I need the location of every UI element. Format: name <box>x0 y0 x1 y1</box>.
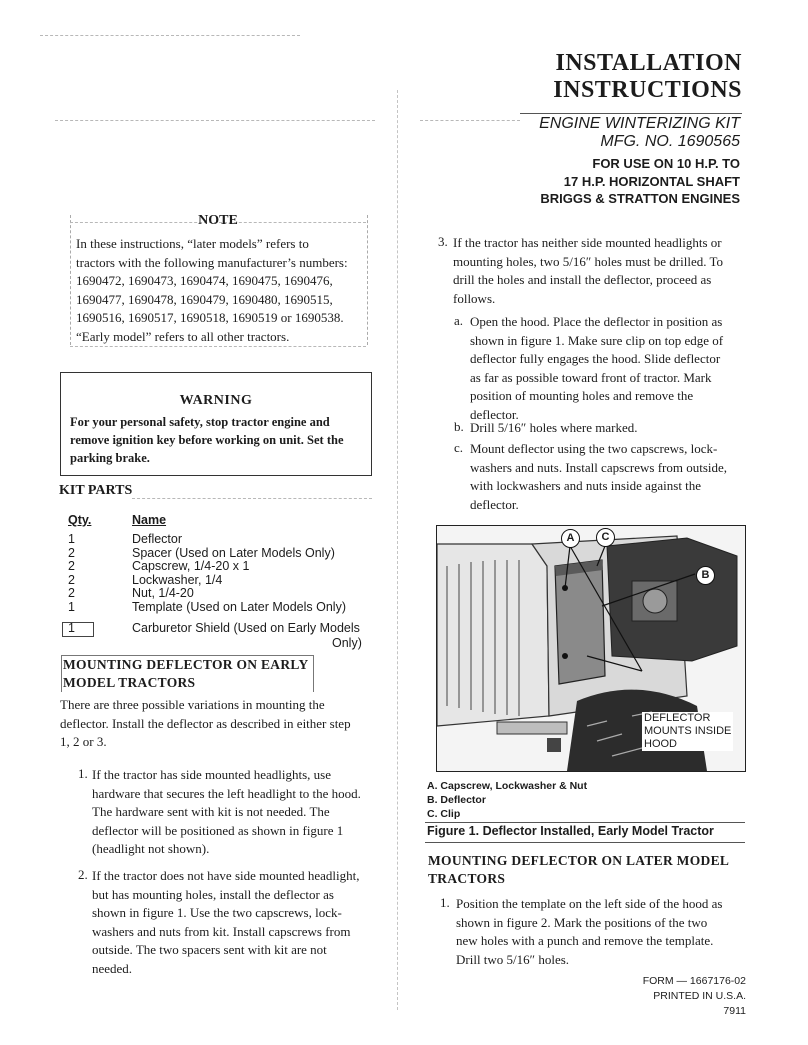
figure-label-line: DEFLECTOR <box>644 712 711 724</box>
note-bottom-rule <box>70 346 366 347</box>
step-line: new holes with a punch and remove the template. <box>456 933 714 948</box>
callout-c: C <box>596 528 615 547</box>
page-title <box>553 50 742 104</box>
early-step-3b <box>470 419 740 438</box>
later-step-1 <box>456 895 741 969</box>
note-line: “Early model” refers to all other tractors. <box>76 328 290 344</box>
qty-cell: 2 <box>68 572 75 587</box>
table-row <box>0 600 380 616</box>
warning-title: WARNING <box>179 393 253 408</box>
warning-body <box>70 413 366 467</box>
legend-item: A. Capscrew, Lockwasher & Nut <box>427 780 588 792</box>
step-line: deflector fully engages the hood. Slide deflector <box>470 351 721 366</box>
step-line: shown in figure 1. Make sure clip on top edge of <box>470 332 724 348</box>
intro-line: 1, 2 or 3. <box>60 734 107 749</box>
note-line: 1690516, 1690517, 1690518, 1690519 or 1690538. <box>76 310 344 325</box>
title-line: INSTRUCTIONS <box>553 77 742 103</box>
table-row <box>0 621 380 637</box>
step-line: shown in figure 2. Mark the positions of the two <box>456 914 708 930</box>
step-line: If the tractor does not have side mounted headlight, <box>92 868 360 883</box>
name-cell: Only) <box>332 636 362 650</box>
scan-rule <box>420 120 520 121</box>
name-cell: Template (Used on Later Models Only) <box>132 599 346 614</box>
note-body <box>76 235 364 346</box>
title-line: INSTALLATION <box>555 50 742 76</box>
early-model-heading <box>61 655 314 692</box>
print-code: 7911 <box>723 1005 746 1017</box>
step-line: washers and nuts from kit. Install capscrews from <box>92 923 351 939</box>
step-number: c. <box>454 440 464 455</box>
qty-cell: 2 <box>68 545 75 560</box>
form-footer <box>643 974 746 1019</box>
applicability-line: FOR USE ON 10 H.P. TO <box>592 156 740 171</box>
step-line: Drill two 5/16″ holes. <box>456 951 570 967</box>
figure-1-legend <box>427 779 587 821</box>
printed-in: PRINTED IN U.S.A. <box>653 990 746 1002</box>
qty-column-header: Qty. <box>68 513 92 527</box>
step-line: outside. The two spacers sent with kit are not <box>92 942 327 957</box>
scan-rule <box>55 120 375 121</box>
step-line: washers and nuts. Install capscrews from outside, <box>470 459 728 475</box>
name-cell: Lockwasher, 1/4 <box>132 572 223 587</box>
step-line: (headlight not shown). <box>92 841 210 856</box>
step-line: as far as possible toward front of tractor. Mark <box>470 369 712 385</box>
applicability-line: BRIGGS & STRATTON ENGINES <box>540 191 740 206</box>
warning-line: For your personal safety, stop tractor engine and <box>70 415 330 429</box>
early-step-3a <box>470 313 740 424</box>
step-line: position of mounting holes and remove the <box>470 388 694 403</box>
step-line: drill the holes and install the deflector, proceed as <box>453 272 712 287</box>
step-number: 1. <box>440 895 450 910</box>
kit-name-line: ENGINE WINTERIZING KIT <box>539 115 740 132</box>
name-cell: Deflector <box>132 532 183 546</box>
legend-item: C. Clip <box>427 808 461 820</box>
note-line: 1690477, 1690478, 1690479, 1690480, 1690515, <box>76 291 333 307</box>
name-column-header: Name <box>132 513 167 527</box>
step-line: shown in figure 1. Use the two capscrews, lock- <box>92 905 342 920</box>
kit-number-line: MFG. NO. 1690565 <box>600 133 740 150</box>
form-number: FORM — 1667176-02 <box>642 975 746 987</box>
figure-label-line: MOUNTS INSIDE <box>644 725 732 737</box>
intro-line: There are three possible variations in mounting the <box>60 697 325 712</box>
qty-cell: 1 <box>68 599 75 614</box>
note-line: In these instructions, “later models” refers to <box>76 236 309 251</box>
step-line: If the tractor has side mounted headlights, use <box>92 767 331 782</box>
later-model-heading <box>428 852 744 888</box>
note-line: tractors with the following manufacturer’s numbers: <box>76 254 348 270</box>
step-line: The hardware sent with kit is not needed. The <box>92 804 330 819</box>
early-step-1 <box>92 766 376 859</box>
figure-1-label <box>642 712 733 751</box>
heading-line: TRACTORS <box>428 871 506 886</box>
qty-cell: 1 <box>68 532 75 546</box>
engine-applicability <box>540 155 740 208</box>
early-model-intro <box>60 696 378 752</box>
qty-cell: 2 <box>68 586 75 600</box>
step-line: deflector. <box>470 406 519 422</box>
kit-name <box>539 115 740 151</box>
heading-line: MOUNTING DEFLECTOR ON LATER MODEL <box>428 853 730 868</box>
scan-rule <box>40 35 300 36</box>
name-cell: Spacer (Used on Later Models Only) <box>132 545 335 560</box>
callout-b: B <box>696 566 715 585</box>
step-line: Position the template on the left side of the hood as <box>456 896 723 911</box>
step-line: deflector. <box>470 496 519 512</box>
figure-label-line: HOOD <box>644 738 677 750</box>
note-line: 1690472, 1690473, 1690474, 1690475, 1690476, <box>76 273 333 288</box>
step-number: 2. <box>78 867 88 882</box>
step-number: 1. <box>78 766 88 781</box>
qty-cell: 1 <box>68 621 75 635</box>
name-cell: Capscrew, 1/4-20 x 1 <box>132 559 250 573</box>
step-line: Drill 5/16″ holes where marked. <box>470 420 638 435</box>
step-line: If the tractor has neither side mounted headlights or <box>453 235 722 250</box>
step-number: b. <box>454 419 464 434</box>
figure-1-caption: Figure 1. Deflector Installed, Early Model Tractor <box>427 824 714 838</box>
qty-cell: 2 <box>68 559 75 573</box>
step-number: 3. <box>438 234 448 249</box>
step-line: mounting holes, two 5/16″ holes must be drilled. To <box>453 253 724 269</box>
step-number: a. <box>454 313 464 328</box>
step-line: with lockwashers and nuts inside against the <box>470 478 702 493</box>
table-row-continuation <box>0 636 380 652</box>
warning-line: parking brake. <box>70 451 150 465</box>
step-line: Mount deflector using the two capscrews, lock- <box>470 441 718 456</box>
kit-parts-heading: KIT PARTS <box>59 483 133 498</box>
step-line: but has mounting holes, install the deflector as <box>92 886 334 902</box>
step-line: deflector will be positioned as shown in figure 1 <box>92 822 344 838</box>
step-line: follows. <box>453 290 496 306</box>
heading-line: MODEL TRACTORS <box>63 675 196 690</box>
note-title: NOTE <box>198 213 238 228</box>
header-rule <box>520 113 742 114</box>
legend-item: B. Deflector <box>427 794 486 806</box>
caption-rule <box>425 822 745 823</box>
warning-line: remove ignition key before working on unit. Set the <box>70 433 344 447</box>
applicability-line: 17 H.P. HORIZONTAL SHAFT <box>563 173 740 189</box>
kit-parts-table <box>0 532 400 652</box>
name-cell: Carburetor Shield (Used on Early Models <box>132 621 360 635</box>
heading-line: MOUNTING DEFLECTOR ON EARLY <box>63 657 309 672</box>
intro-line: deflector. Install the deflector as described in either step <box>60 715 351 731</box>
early-step-3 <box>453 234 739 308</box>
qty-box <box>62 622 94 637</box>
early-step-3c <box>470 440 740 514</box>
step-line: Open the hood. Place the deflector in position as <box>470 314 723 329</box>
caption-rule <box>425 842 745 843</box>
kit-rule <box>132 498 372 499</box>
early-step-2 <box>92 867 376 978</box>
name-cell: Nut, 1/4-20 <box>132 586 194 600</box>
callout-a: A <box>561 529 580 548</box>
step-line: needed. <box>92 960 133 976</box>
step-line: hardware that secures the left headlight to the hood. <box>92 785 361 801</box>
